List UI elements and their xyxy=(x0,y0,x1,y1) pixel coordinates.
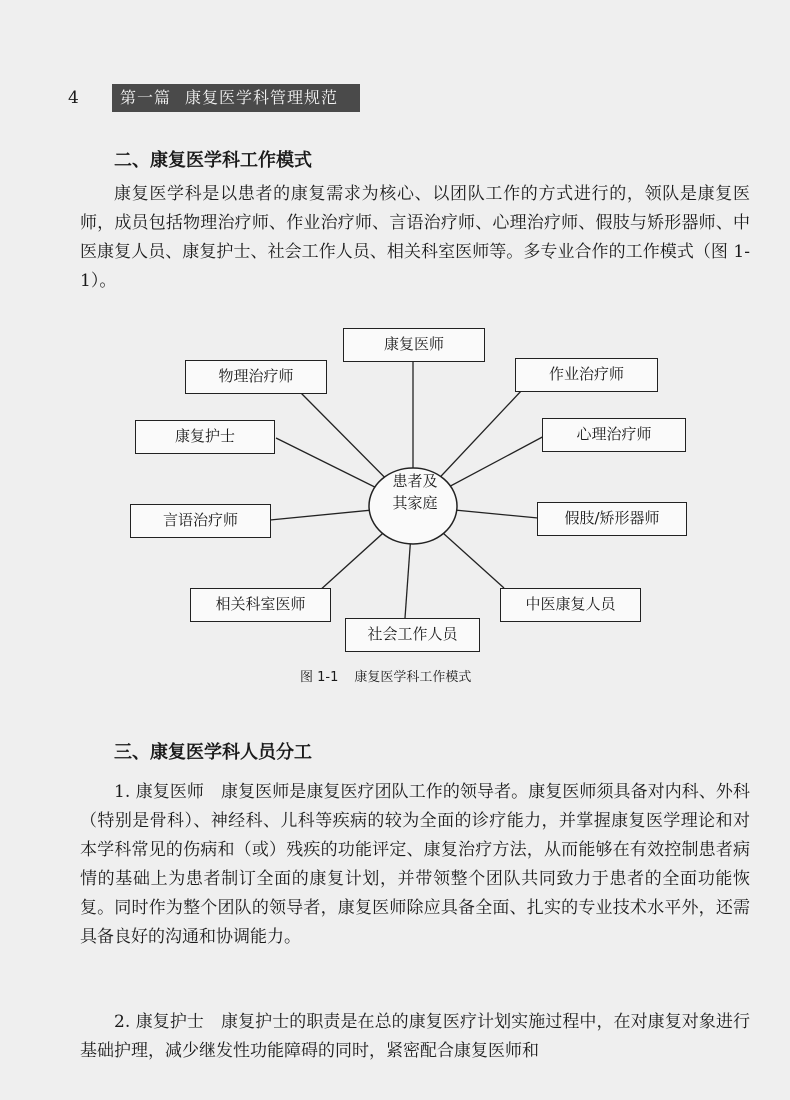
rehab-nurse-paragraph: 2. 康复护士 康复护士的职责是在总的康复医疗计划实施过程中，在对康复对象进行基础护理，减少继发性功能障碍的同时，紧密配合康复医师和 xyxy=(80,1012,750,1061)
header-title: 康复医学科管理规范 xyxy=(185,88,339,107)
node-rehab-physician: 康复医师 xyxy=(343,328,485,362)
node-speech-therapist: 言语治疗师 xyxy=(130,504,271,538)
caption-text: 康复医学科工作模式 xyxy=(354,670,472,685)
node-occupational-therapist: 作业治疗师 xyxy=(515,358,658,392)
node-prosthetist: 假肢/矫形器师 xyxy=(537,502,687,536)
figure-caption xyxy=(300,666,471,685)
section-title-work-model: 二、康复医学科工作模式 xyxy=(114,150,312,171)
node-related-physician: 相关科室医师 xyxy=(190,588,331,622)
running-header xyxy=(112,84,360,112)
caption-number: 图 1-1 xyxy=(300,670,339,685)
team-diagram xyxy=(0,320,790,700)
header-part: 第一篇 xyxy=(120,88,172,107)
node-rehab-nurse: 康复护士 xyxy=(135,420,275,454)
work-model-paragraph: 康复医学科是以患者的康复需求为核心、以团队工作的方式进行的，领队是康复医师，成员包括物理治疗师、作业治疗师、言语治疗师、心理治疗师、假肢与矫形器师、中医康复人员、康复护士、社会工作人员、相关科室医师等。多专业合作的工作模式（图 1-1）。 xyxy=(80,184,750,291)
node-social-worker: 社会工作人员 xyxy=(345,618,480,652)
node-tcm-staff: 中医康复人员 xyxy=(500,588,641,622)
center-label: 患者及 其家庭 xyxy=(392,472,438,512)
node-psychotherapist: 心理治疗师 xyxy=(542,418,686,452)
rehab-physician-paragraph: 1. 康复医师 康复医师是康复医疗团队工作的领导者。康复医师须具备对内科、外科（特别是骨科）、神经科、儿科等疾病的较为全面的诊疗能力，并掌握康复医学理论和对本学科常见的伤病和（或）残疾的功能评定、康复治疗方法，从而能够在有效控制患者病情的基础上为患者制订全面的康复计划，并带领整个团队共同致力于患者的全面功能恢复。同时作为整个团队的领导者，康复医师除应具备全面、扎实的专业技术水平外，还需具备良好的沟通和协调能力。 xyxy=(80,782,750,947)
page-number: 4 xyxy=(68,88,79,108)
section-title-staff-roles: 三、康复医学科人员分工 xyxy=(114,742,312,763)
node-physical-therapist: 物理治疗师 xyxy=(185,360,327,394)
